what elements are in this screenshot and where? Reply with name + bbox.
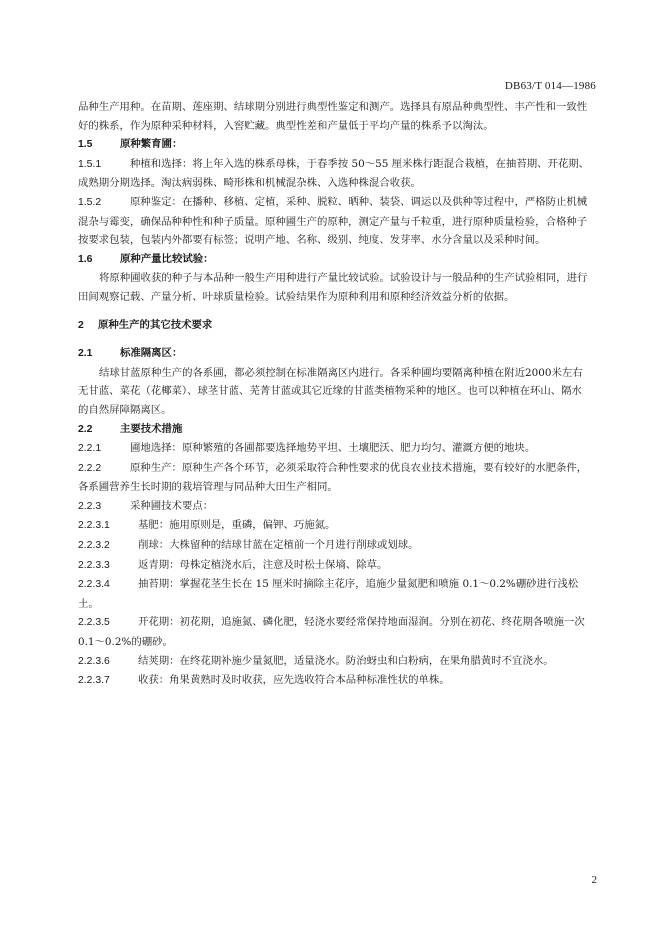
clause-1-5-2	[78, 193, 590, 250]
section-number: 2	[78, 319, 84, 331]
section-title: 原种生产的其它技术要求	[98, 318, 213, 331]
clause-2-2-3-6	[78, 652, 590, 672]
clause-number: 2.2.3.7	[78, 675, 110, 687]
clause-number: 1.5.1	[78, 158, 102, 170]
section-1-5-heading	[78, 135, 590, 155]
clause-number: 2.2.3.6	[78, 655, 110, 667]
clause-number: 2.2.3.2	[78, 540, 110, 552]
standard-number: DB63/T 014—1986	[504, 80, 596, 92]
clause-2-2-1	[78, 439, 590, 459]
clause-text: 开花期：初花期，追施氮、磷化肥，轻浇水要经常保持地面湿润。分别在初花、终花期各喷施一次 0.1～0.2%的硼砂。	[78, 616, 585, 649]
clause-1-5-1	[78, 155, 590, 193]
clause-number: 1.5.2	[78, 196, 102, 208]
intro-paragraph: 品种生产用种。在苗期、莲座期、结球期分别进行典型性鉴定和测产。选择具有原品种典型性、丰产性和一致性好的株系，作为原种采种材料，入窖贮藏。典型性差和产量低于平均产量的株系予以淘汰。	[78, 101, 588, 132]
section-1-6-paragraph: 将原种圃收获的种子与本品种一般生产用种进行产量比较试验。试验设计与一般品种的生产试验相同，进行田间观察记载、产量分析、叶球质量检验。试验结果作为原种利用和原种经济效益分析的依据。	[78, 272, 588, 303]
clause-text: 圃地选择：原种繁殖的各圃都要选择地势平坦、土壤肥沃、肥力均匀、灌溉方便的地块。	[130, 442, 536, 455]
clause-text: 抽苔期：掌握花茎生长在 15 厘米时摘除主花序，追施少量氮肥和喷施 0.1～0.2%硼砂进行浅松土。	[78, 578, 579, 610]
clause-text: 种植和选择：将上年入选的株系母株，于春季按 50～55 厘米株行距混合栽植，在抽苔期、开花期、成熟期分期选择。淘汰病弱株、畸形株和机械混杂株、入选种株混合收获。	[78, 157, 590, 190]
section-number: 1.5	[78, 139, 93, 151]
clause-2-2-3	[78, 497, 590, 517]
clause-text: 结荚期：在终花期补施少量氮肥，适量浇水。防治蚜虫和白粉病，在果角腊黄时不宜浇水。	[138, 654, 554, 667]
clause-number: 2.2.1	[78, 443, 102, 455]
clause-2-2-3-4	[78, 575, 590, 613]
clause-text: 基肥：施用原则是，重磷，偏钾、巧施氮。	[138, 519, 336, 532]
section-2-2-heading	[78, 420, 590, 440]
section-2-heading	[78, 316, 590, 336]
clause-2-2-3-3	[78, 556, 590, 576]
section-title: 主要技术措施	[120, 422, 183, 435]
clause-number: 2.2.3.1	[78, 520, 110, 532]
section-title: 标准隔离区：	[120, 347, 183, 360]
section-number: 1.6	[78, 253, 93, 265]
clause-text: 收获：角果黄熟时及时收获，应先选收符合本品种标准性状的单株。	[138, 674, 450, 687]
section-2-1-heading	[78, 344, 590, 364]
clause-text: 原种生产：原种生产各个环节，必须采取符合种性要求的优良农业技术措施，要有较好的水肥条件，各系圃营养生长时期的栽培管理与同品种大田生产相同。	[78, 461, 588, 494]
section-title: 原种繁育圃：	[120, 138, 183, 151]
clause-number: 2.2.3.5	[78, 617, 110, 629]
clause-number: 2.2.3.4	[78, 579, 110, 591]
clause-text: 返青期：母株定植浇水后，注意及时松土保墒、除草。	[138, 558, 388, 571]
clause-2-2-2	[78, 459, 590, 497]
clause-text: 采种圃技术要点：	[130, 499, 214, 512]
clause-2-2-3-1	[78, 516, 590, 536]
section-2-1-paragraph: 结球甘蓝原种生产的各系圃，都必须控制在标准隔离区内进行。各采种圃均要隔离种植在附近2000米左右无甘蓝、菜花（花椰菜）、球茎甘蓝、芜菁甘蓝或其它近缘的甘蓝类植物采种的地区。也可以种植在环山、隔水的自然屏障隔离区。	[78, 366, 583, 416]
clause-text: 原种鉴定：在播种、移植、定植，采种、脱粒、晒种、装袋、调运以及供种等过程中，严格防止机械混杂与霉变，确保品种种性和种子质量。原种圃生产的原种，测定产量与千粒重，进行原种质量检验，合格种子按要求包装，包装内外都要有标签；说明产地、名称、级别、纯度、发芽率、水分含量以及采种时间。	[78, 195, 588, 247]
section-1-6-heading	[78, 250, 590, 270]
clause-2-2-3-5	[78, 613, 590, 651]
page-number: 2	[591, 874, 597, 886]
clause-2-2-3-2	[78, 536, 590, 556]
clause-2-2-3-7	[78, 671, 590, 691]
clause-number: 2.2.3.3	[78, 559, 110, 571]
section-title: 原种产量比较试验：	[120, 252, 214, 265]
document-body	[78, 98, 590, 691]
section-number: 2.1	[78, 348, 93, 360]
clause-number: 2.2.2	[78, 462, 102, 474]
clause-number: 2.2.3	[78, 500, 102, 512]
clause-text: 削球：大株留种的结球甘蓝在定植前一个月进行削球或划球。	[138, 539, 419, 552]
section-number: 2.2	[78, 423, 93, 435]
